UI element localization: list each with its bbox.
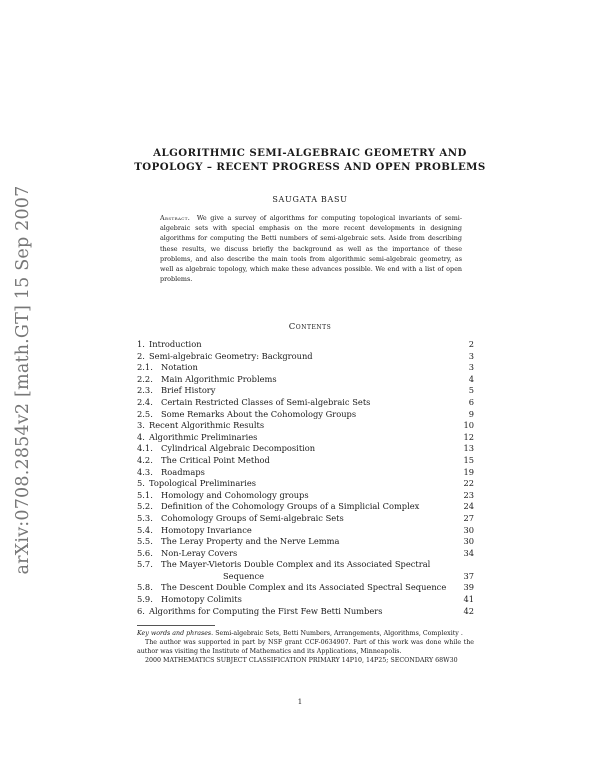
toc-entry[interactable] bbox=[137, 409, 474, 421]
author-name: SAUGATA BASU bbox=[272, 195, 348, 204]
toc-entry-number: 6. bbox=[137, 605, 145, 616]
toc-entry-page: 13 bbox=[463, 443, 474, 454]
toc-entry-page: 6 bbox=[468, 396, 474, 407]
keywords-label: Key words and phrases. bbox=[137, 630, 214, 637]
toc-entry-title: Introduction bbox=[149, 339, 202, 349]
toc-entry-page: 24 bbox=[463, 501, 474, 512]
toc-entry-number: 2.1. bbox=[137, 362, 153, 373]
toc-entry-page: 34 bbox=[463, 547, 474, 558]
toc-entry[interactable] bbox=[137, 582, 474, 594]
toc-entry-number: 5. bbox=[137, 478, 145, 489]
toc-entry-number: 2.5. bbox=[137, 408, 153, 419]
toc-entry-page: 22 bbox=[463, 478, 474, 489]
toc-entry[interactable] bbox=[137, 339, 474, 351]
page-number: 1 bbox=[297, 698, 303, 706]
arxiv-identifier-text: arXiv:0708.2854v2 [math.GT] 15 Sep 2007 bbox=[13, 185, 33, 575]
table-of-contents bbox=[137, 339, 474, 617]
toc-entry[interactable] bbox=[137, 467, 474, 479]
title-line-2: TOPOLOGY – RECENT PROGRESS AND OPEN PROBLEMS bbox=[134, 161, 486, 173]
contents-heading: Contents bbox=[288, 322, 332, 332]
toc-entry-page: 9 bbox=[468, 408, 474, 419]
footnote-keywords bbox=[137, 630, 474, 639]
toc-entry-page: 19 bbox=[463, 466, 474, 477]
toc-entry-title: Cohomology Groups of Semi-algebraic Sets bbox=[161, 512, 344, 523]
toc-entry[interactable] bbox=[137, 397, 474, 409]
toc-entry-number: 4.1. bbox=[137, 443, 153, 454]
toc-entry[interactable] bbox=[137, 385, 474, 397]
toc-entry-title: Semi-algebraic Geometry: Background bbox=[149, 350, 313, 361]
toc-entry-title: Certain Restricted Classes of Semi-algebraic Sets bbox=[161, 396, 371, 407]
toc-entry-number: 5.4. bbox=[137, 524, 153, 535]
toc-entry-title: Definition of the Cohomology Groups of a Simplicial Complex bbox=[161, 501, 420, 512]
toc-entry[interactable] bbox=[137, 362, 474, 374]
toc-entry-page: 37 bbox=[463, 570, 474, 581]
toc-entry-title: Brief History bbox=[161, 385, 216, 396]
toc-entry[interactable] bbox=[137, 455, 474, 467]
abstract bbox=[160, 213, 462, 284]
toc-entry-page: 23 bbox=[463, 489, 474, 500]
toc-entry-title: Main Algorithmic Problems bbox=[161, 373, 277, 384]
footnote-msc: 2000 MATHEMATICS SUBJECT CLASSIFICATION PRIMARY 14P10, 14P25; SECONDARY 68W30 bbox=[145, 656, 458, 664]
footnotes bbox=[137, 630, 474, 666]
toc-entry[interactable] bbox=[137, 351, 474, 363]
toc-entry-page: 15 bbox=[463, 454, 474, 465]
toc-entry[interactable] bbox=[137, 374, 474, 386]
arxiv-identifier bbox=[6, 170, 40, 590]
toc-entry-number: 2. bbox=[137, 350, 145, 361]
toc-entry-number: 4. bbox=[137, 431, 145, 442]
toc-entry-title: The Mayer-Vietoris Double Complex and its Associated Spectral bbox=[161, 559, 431, 570]
toc-entry-number: 1. bbox=[137, 339, 145, 349]
toc-entry-page: 3 bbox=[468, 350, 474, 361]
toc-entry-title: Homotopy Invariance bbox=[161, 524, 252, 535]
toc-entry-page: 42 bbox=[463, 605, 474, 616]
toc-entry[interactable] bbox=[137, 501, 474, 513]
toc-entry[interactable] bbox=[137, 606, 474, 618]
toc-entry-page: 27 bbox=[463, 512, 474, 523]
toc-entry-number: 4.2. bbox=[137, 454, 153, 465]
toc-entry-page: 2 bbox=[468, 339, 474, 349]
toc-entry-title: Roadmaps bbox=[161, 466, 205, 477]
title-line-1: ALGORITHMIC SEMI-ALGEBRAIC GEOMETRY AND bbox=[153, 147, 467, 159]
toc-entry-number: 2.3. bbox=[137, 385, 153, 396]
toc-entry-page: 39 bbox=[463, 582, 474, 593]
toc-entry-title: Topological Preliminaries bbox=[149, 478, 257, 489]
toc-entry-number: 5.3. bbox=[137, 512, 153, 523]
toc-entry-number: 5.8. bbox=[137, 582, 153, 593]
toc-entry-page: 5 bbox=[468, 385, 474, 396]
toc-entry-title: Homotopy Colimits bbox=[161, 594, 242, 605]
toc-entry-page: 12 bbox=[463, 431, 474, 442]
toc-entry[interactable] bbox=[137, 490, 474, 502]
toc-entry-title: The Descent Double Complex and its Associated Spectral Sequence bbox=[161, 582, 447, 593]
toc-entry-page: 41 bbox=[463, 594, 474, 605]
toc-entry-page: 4 bbox=[468, 373, 474, 384]
toc-entry-number: 5.6. bbox=[137, 547, 153, 558]
toc-entry-number: 5.2. bbox=[137, 501, 153, 512]
toc-entry[interactable] bbox=[137, 559, 474, 582]
abstract-text: We give a survey of algorithms for computing topological invariants of semi-algebraic sets with special emphasis on the more recent developments in designing algorithms for computing the Betti numbers of semi-algebraic sets. Aside from describing these results, we discuss briefly the background as well as the importance of these problems, and also describe the main tools from algorithmic semi-algebraic geometry, as well as algebraic topology, which make these advances possible. We end with a list of open problems. bbox=[160, 214, 462, 284]
toc-entry-number: 2.4. bbox=[137, 396, 153, 407]
toc-entry[interactable] bbox=[137, 443, 474, 455]
toc-entry-number: 5.7. bbox=[137, 559, 153, 570]
toc-entry-title: Algorithmic Preliminaries bbox=[149, 431, 258, 442]
abstract-label: Abstract. bbox=[160, 214, 191, 222]
toc-entry-number: 4.3. bbox=[137, 466, 153, 477]
toc-entry[interactable] bbox=[137, 513, 474, 525]
toc-entry-title: Homology and Cohomology groups bbox=[161, 489, 309, 500]
toc-entry-title-continuation: Sequence bbox=[223, 570, 265, 581]
toc-entry-title: Algorithms for Computing the First Few Betti Numbers bbox=[149, 605, 383, 616]
toc-entry[interactable] bbox=[137, 525, 474, 537]
toc-entry-title: The Leray Property and the Nerve Lemma bbox=[161, 536, 340, 547]
toc-entry[interactable] bbox=[137, 478, 474, 490]
paper-title bbox=[110, 146, 510, 174]
toc-entry-number: 2.2. bbox=[137, 373, 153, 384]
footnote-support: The author was supported in part by NSF grant CCF-0634907. Part of this work was done while the author was visiting the Institute of Mathematics and its Applications, Minneapolis. bbox=[137, 638, 474, 655]
footnote-rule bbox=[137, 625, 215, 626]
toc-entry-page: 10 bbox=[463, 420, 474, 431]
toc-entry-title: Recent Algorithmic Results bbox=[149, 420, 265, 431]
keywords-text: Semi-algebraic Sets, Betti Numbers, Arrangements, Algorithms, Complexity . bbox=[215, 630, 463, 637]
toc-entry-title: Notation bbox=[161, 362, 198, 373]
toc-entry-number: 5.9. bbox=[137, 594, 153, 605]
toc-entry-number: 5.5. bbox=[137, 536, 153, 547]
toc-entry[interactable] bbox=[137, 432, 474, 444]
toc-entry-title: Non-Leray Covers bbox=[161, 547, 238, 558]
toc-entry-title: The Critical Point Method bbox=[161, 454, 270, 465]
toc-entry-page: 30 bbox=[463, 536, 474, 547]
toc-entry-title: Some Remarks About the Cohomology Groups bbox=[161, 408, 357, 419]
toc-entry[interactable] bbox=[137, 420, 474, 432]
toc-entry[interactable] bbox=[137, 536, 474, 548]
toc-entry-title: Cylindrical Algebraic Decomposition bbox=[161, 443, 316, 454]
toc-entry-number: 3. bbox=[137, 420, 145, 431]
toc-entry-page: 3 bbox=[468, 362, 474, 373]
toc-entry[interactable] bbox=[137, 548, 474, 560]
toc-entry-number: 5.1. bbox=[137, 489, 153, 500]
toc-entry[interactable] bbox=[137, 594, 474, 606]
toc-entry-page: 30 bbox=[463, 524, 474, 535]
